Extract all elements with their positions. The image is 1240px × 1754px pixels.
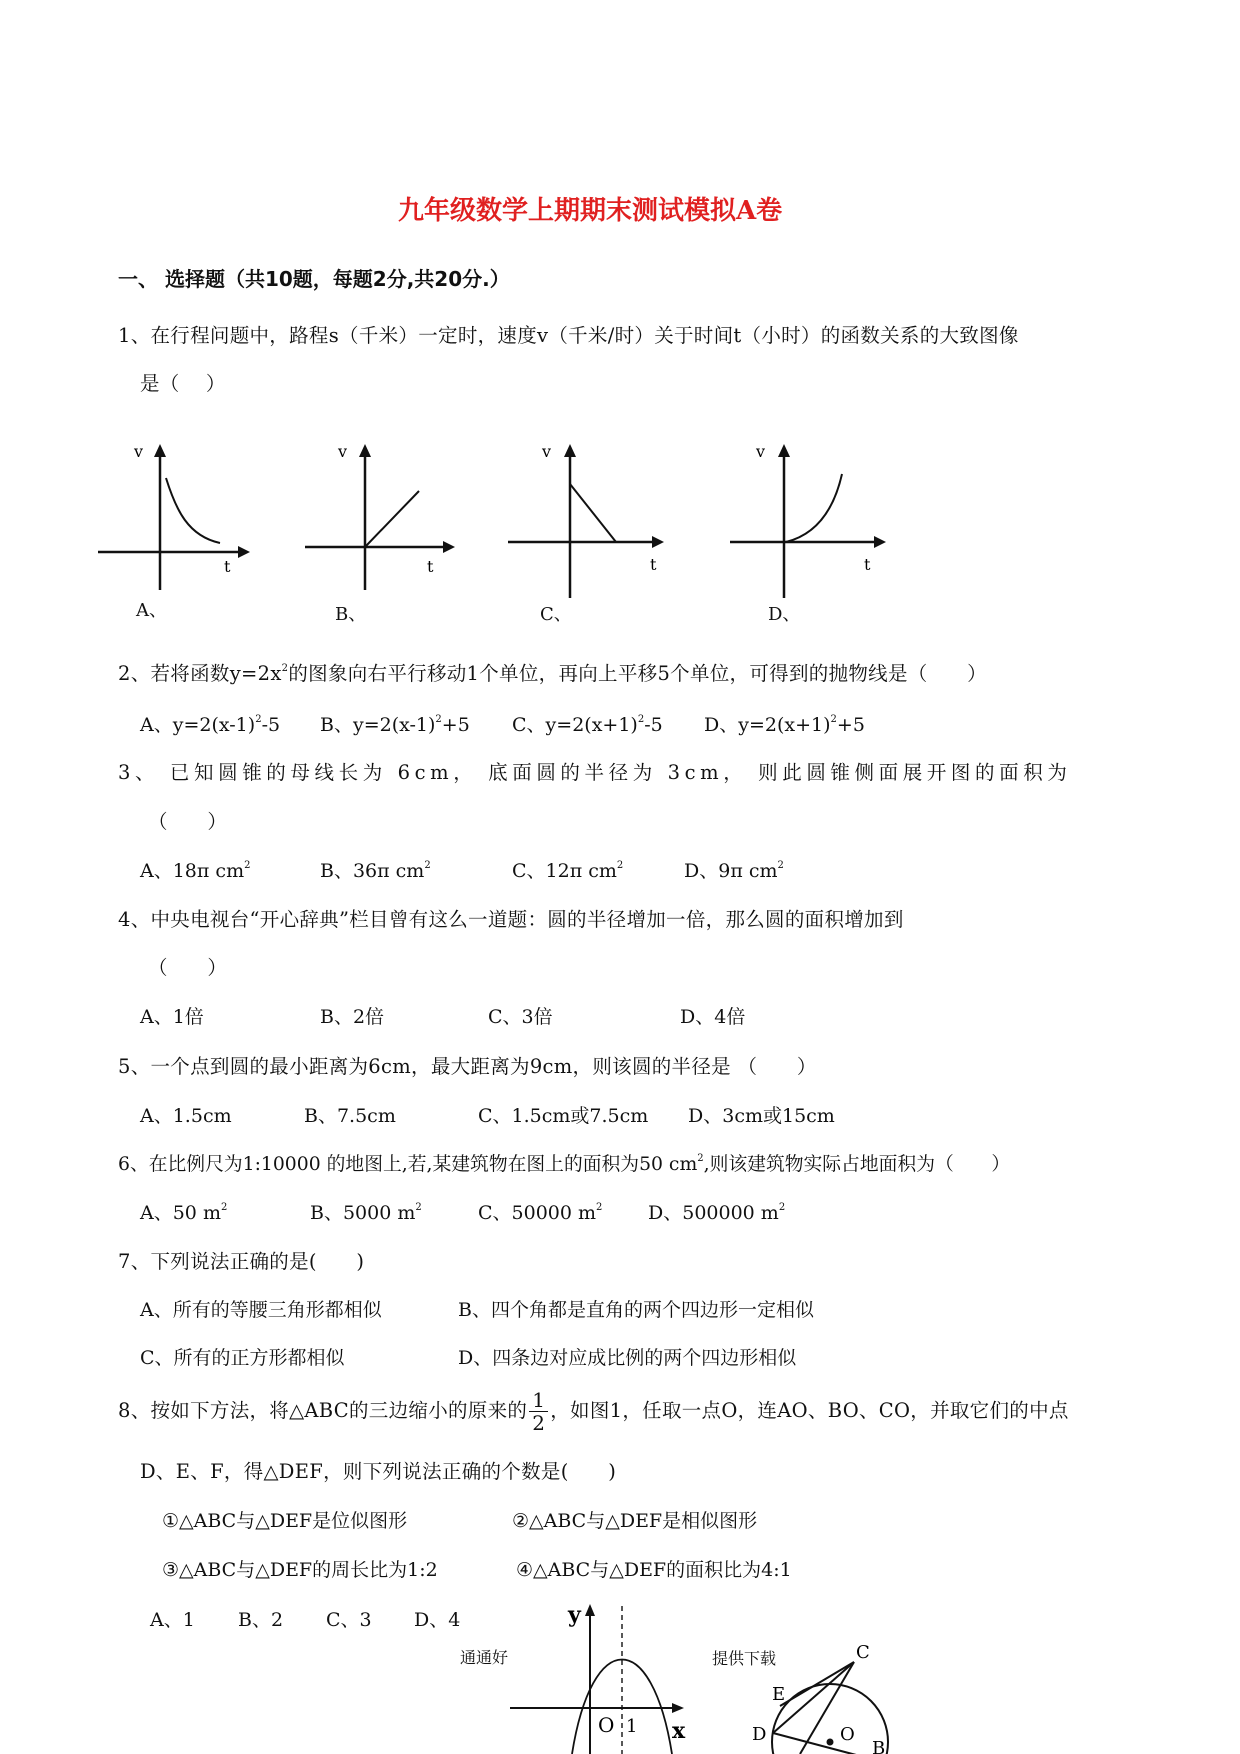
q8-stem: 8、按如下方法，将△ABC的三边缩小的原来的 $\frac{1}{2}$ ，如图1，任取一点O，连AO、BO、CO，并取它们的中点: [118, 1388, 1069, 1435]
q8-option-c: C、3: [326, 1609, 372, 1631]
q3-option-b: B、36π $cm^2$: [320, 860, 431, 882]
circle-b-label: B: [872, 1738, 886, 1754]
q2-option-a: A、$y=2(x-1)^2-5$: [140, 714, 281, 736]
circle-e-label: E: [772, 1684, 786, 1705]
q1-line1: 1、在行程问题中，路程s（千米）一定时，速度v（千米/时）关于时间t（小时）的函数关系的大致图像: [118, 324, 1019, 347]
q8-statement-3: ③△ABC与△DEF的周长比为1:2: [162, 1559, 438, 1581]
q4-option-c: C、3倍: [488, 1006, 553, 1028]
q7-option-d: D、四条边对应成比例的两个四边形相似: [458, 1347, 797, 1369]
q6-option-b: B、5000 $m^2$: [310, 1202, 422, 1224]
q2-stem: 2、若将函数$y=2x^2$的图象向右平行移动1个单位，再向上平移5个单位，可得到的抛物线是（ ）: [118, 662, 987, 685]
parabola-y-label: y: [568, 1602, 581, 1628]
parabola-one-label: 1: [626, 1716, 638, 1737]
q6-option-c: C、50000 $m^2$: [478, 1202, 603, 1224]
q8-option-a: A、1: [150, 1609, 195, 1631]
figure-watermark-text-left: 通通好: [460, 1648, 509, 1667]
graph-c-option-label: C、: [540, 604, 572, 625]
q5-option-c: C、1.5cm或7.5cm: [478, 1105, 649, 1127]
q7-line1: 7、下列说法正确的是( ): [118, 1250, 365, 1273]
q1-graph-b: [305, 440, 465, 590]
q5-option-b: B、7.5cm: [304, 1105, 396, 1127]
q3-option-a: A、18π $cm^2$: [140, 860, 251, 882]
graph-c-t-label: t: [650, 555, 657, 574]
q8-option-d: D、4: [414, 1609, 461, 1631]
circle-c-label: C: [856, 1642, 870, 1663]
q6-option-d: D、500000 $m^2$: [648, 1202, 786, 1224]
q1-graph-c: [508, 440, 673, 600]
q8-line2: D、E、F，得△DEF，则下列说法正确的个数是( ): [140, 1460, 617, 1483]
q2-option-b: B、$y=2(x-1)^2+5$: [320, 714, 470, 736]
graph-d-v-label: v: [756, 442, 766, 461]
q3-line2: （ ）: [148, 810, 228, 833]
q6-stem: 6、在比例尺为1:10000 的地图上,若,某建筑物在图上的面积为50 $cm^2$,则该建筑物实际占地面积为（ ）: [118, 1153, 1011, 1175]
q3-option-d: D、9π $cm^2$: [684, 860, 784, 882]
q7-option-b: B、四个角都是直角的两个四边形一定相似: [458, 1299, 814, 1321]
graph-b-v-label: v: [338, 442, 348, 461]
q2-option-c: C、$y=2(x+1)^2-5$: [512, 714, 663, 736]
q8-statement-4: ④△ABC与△DEF的面积比为4:1: [516, 1559, 792, 1581]
q1-line2: 是（ ）: [140, 372, 226, 395]
graph-b-option-label: B、: [335, 604, 367, 625]
circle-d-label: D: [752, 1724, 767, 1745]
parabola-figure: [510, 1598, 690, 1754]
page-title: 九年级数学上期期末测试模拟A卷: [398, 196, 783, 226]
q2-option-d: D、$y=2(x+1)^2+5$: [704, 714, 865, 736]
graph-a-option-label: A、: [136, 600, 167, 621]
graph-a-v-label: v: [134, 442, 144, 461]
q4-option-d: D、4倍: [680, 1006, 746, 1028]
q4-option-a: A、1倍: [140, 1006, 204, 1028]
q4-option-b: B、2倍: [320, 1006, 385, 1028]
q7-option-a: A、所有的等腰三角形都相似: [140, 1299, 382, 1321]
graph-a-t-label: t: [224, 557, 231, 576]
graph-b-t-label: t: [427, 557, 434, 576]
q4-line2: （ ）: [148, 956, 228, 979]
q8-option-b: B、2: [238, 1609, 284, 1631]
circle-o-label: O: [840, 1724, 855, 1745]
parabola-origin-label: O: [598, 1713, 615, 1737]
q7-option-c: C、所有的正方形都相似: [140, 1347, 345, 1369]
graph-c-v-label: v: [542, 442, 552, 461]
q1-graph-a: [98, 440, 258, 590]
q5-option-a: A、1.5cm: [140, 1105, 232, 1127]
q3-line1: 3、 已知圆锥的母线长为 6cm， 底面圆的半径为 3cm， 则此圆锥侧面展开图的面积为: [118, 761, 1072, 784]
q1-graph-d: [730, 440, 895, 600]
graph-d-option-label: D、: [768, 604, 801, 625]
fraction-one-half: $\frac{1}{2}$: [529, 1389, 548, 1434]
q6-option-a: A、50 $m^2$: [140, 1202, 228, 1224]
q8-statement-1: ①△ABC与△DEF是位似图形: [162, 1510, 408, 1532]
graph-d-t-label: t: [864, 555, 871, 574]
parabola-x-label: x: [672, 1718, 686, 1744]
section-heading: 一、 选择题（共10题，每题2分,共20分.）: [118, 267, 510, 291]
circle-figure: [740, 1640, 900, 1754]
q5-option-d: D、3cm或15cm: [688, 1105, 835, 1127]
q3-option-c: C、12π $cm^2$: [512, 860, 624, 882]
figure-watermark-text-right: 提供下载: [712, 1649, 777, 1668]
q5-line1: 5、一个点到圆的最小距离为6cm，最大距离为9cm，则该圆的半径是 （ ）: [118, 1055, 817, 1078]
q4-line1: 4、中央电视台“开心辞典”栏目曾有这么一道题：圆的半径增加一倍，那么圆的面积增加到: [118, 908, 904, 931]
q8-statement-2: ②△ABC与△DEF是相似图形: [512, 1510, 758, 1532]
